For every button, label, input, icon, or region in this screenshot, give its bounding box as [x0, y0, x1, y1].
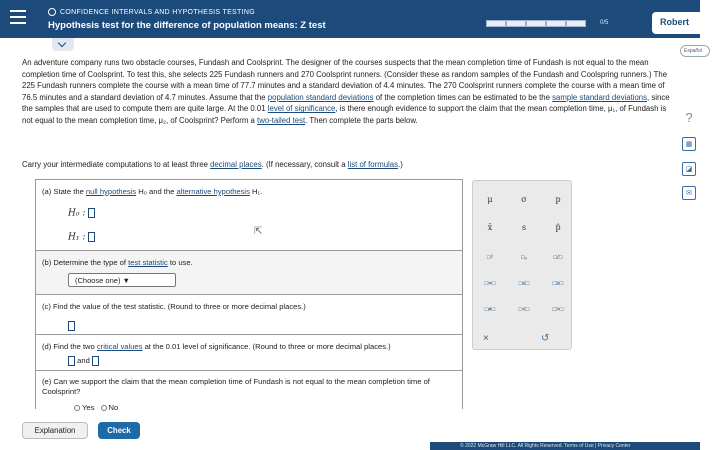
- not-equal-button[interactable]: □≠□: [484, 307, 496, 313]
- espanol-toggle[interactable]: Español: [680, 45, 710, 57]
- topic-circle-icon: [48, 8, 56, 16]
- reset-icon[interactable]: ↺: [541, 333, 550, 344]
- question-box: [35, 179, 463, 412]
- h1-label: H₁ :: [68, 232, 86, 243]
- link-null-hypothesis[interactable]: null hypothesis: [85, 187, 137, 196]
- h0-label: H₀ :: [68, 208, 86, 219]
- h0-input[interactable]: [88, 208, 95, 218]
- part-a-text: H₁.: [249, 187, 263, 196]
- part-a-prompt: [42, 187, 262, 196]
- part-d-prompt: [42, 342, 391, 351]
- part-d-text: at the 0.01 level of significance. (Round to three or more decimal places.): [142, 342, 391, 351]
- yes-label: Yes: [82, 403, 95, 412]
- carry-text: . (If necessary, consult a: [261, 160, 348, 169]
- part-b: [36, 251, 462, 295]
- problem-text: An adventure company runs two obstacle courses, Fundash and Coolsprint. The designer of the courses suspects that the mean completion time of Fundash is not equal to the mean completion time of Coolsprint. To test this, she selects 225 Fundash runners and 270 Coolsprint runners. (Consider these as random samples of the Fundash and Coolspring runners.) The 225 Fundash runners complete the course with a mean time of 77.7 minutes and a standard deviation of 4.4 minutes. The 270 Coolsprint runners complete the course with a mean time of 76.5 minutes and a standard deviation of 4.7 minutes. Assume that the: [22, 58, 668, 102]
- footer: © 2022 McGraw Hill LLC. All Rights Reserved. Terms of Use | Privacy Center: [430, 442, 700, 450]
- topic-label: CONFIDENCE INTERVALS AND HYPOTHESIS TESTING: [60, 8, 255, 16]
- critical-value-1-input[interactable]: [68, 356, 75, 366]
- link-two-tailed-test[interactable]: two-tailed test: [257, 115, 306, 125]
- ebook-icon[interactable]: ◪: [682, 162, 696, 176]
- check-button[interactable]: Check: [98, 422, 140, 439]
- xbar-symbol-button[interactable]: x̄: [487, 223, 493, 232]
- part-d-text: (d) Find the two: [42, 342, 97, 351]
- carry-instruction: [22, 160, 403, 169]
- progress-label: 0/5: [600, 20, 609, 26]
- calculator-icon[interactable]: ▦: [682, 137, 696, 151]
- progress-bar: [486, 20, 586, 27]
- no-label: No: [108, 403, 119, 412]
- and-label: and: [77, 356, 90, 365]
- progress-segment: [566, 20, 586, 27]
- greater-than-button[interactable]: □>□: [552, 307, 564, 313]
- h0-row: [68, 208, 95, 219]
- link-population-standard-deviations[interactable]: population standard deviations: [267, 92, 374, 102]
- part-d: [36, 335, 462, 371]
- problem-statement: [22, 57, 674, 127]
- symbol-palette: [472, 180, 572, 350]
- less-equal-button[interactable]: □≤□: [518, 281, 530, 287]
- collapse-chevron-icon[interactable]: [52, 38, 74, 51]
- problem-text: , is there enough evidence to support the claim that the mean completion time, μ₁, of Fundash is not equal to the mean completion time, μ₂, of Coolsprint? Perform a: [22, 104, 667, 125]
- fraction-button[interactable]: □/□: [553, 255, 563, 261]
- part-a: [36, 180, 462, 251]
- link-critical-values[interactable]: critical values: [96, 342, 143, 351]
- link-decimal-places[interactable]: decimal places: [210, 160, 262, 169]
- link-alternative-hypothesis[interactable]: alternative hypothesis: [176, 187, 250, 196]
- test-statistic-select[interactable]: [68, 273, 176, 287]
- p-symbol-button[interactable]: p: [555, 195, 561, 204]
- link-test-statistic[interactable]: test statistic: [128, 258, 168, 267]
- h1-input[interactable]: [88, 232, 95, 242]
- part-c: [36, 295, 462, 335]
- link-level-of-significance[interactable]: level of significance: [267, 104, 336, 114]
- s-symbol-button[interactable]: s: [521, 223, 527, 232]
- topic-row: [48, 8, 255, 16]
- carry-text: .): [398, 160, 403, 169]
- close-icon[interactable]: ×: [483, 333, 489, 344]
- part-b-prompt: [42, 258, 193, 267]
- dropdown-arrow-icon: ▼: [122, 276, 130, 285]
- greater-equal-button[interactable]: □≥□: [552, 281, 564, 287]
- menu-icon[interactable]: [10, 10, 26, 26]
- part-a-text: H₀ and the: [136, 187, 177, 196]
- critical-values-row: [68, 356, 99, 366]
- part-c-prompt: (c) Find the value of the test statistic. (Round to three or more decimal places.): [42, 302, 306, 311]
- progress-segment: [546, 20, 566, 27]
- no-radio[interactable]: [101, 405, 107, 411]
- mu-symbol-button[interactable]: μ: [487, 195, 493, 204]
- progress-segment: [526, 20, 546, 27]
- h1-row: [68, 232, 95, 243]
- select-value: (Choose one): [75, 276, 121, 285]
- part-b-text: to use.: [167, 258, 193, 267]
- top-header: [0, 0, 700, 38]
- mail-icon[interactable]: ✉: [682, 186, 696, 200]
- link-sample-standard-deviations[interactable]: sample standard deviations: [552, 92, 648, 102]
- part-b-text: (b) Determine the type of: [42, 258, 129, 267]
- part-e: [36, 371, 462, 410]
- yes-no-row: [74, 403, 118, 412]
- less-than-button[interactable]: □<□: [518, 307, 530, 313]
- mouse-cursor-icon: ⇱: [254, 226, 263, 237]
- progress-segment: [506, 20, 526, 27]
- test-statistic-input-wrap: [68, 317, 75, 335]
- carry-text: Carry your intermediate computations to at least three: [22, 160, 211, 169]
- part-e-prompt: (e) Can we support the claim that the mean completion time of Fundash is not equal to the mean completion time of Coolsprint?: [42, 377, 430, 396]
- explanation-button[interactable]: Explanation: [22, 422, 88, 439]
- phat-symbol-button[interactable]: p̂: [555, 223, 561, 232]
- yes-radio[interactable]: [74, 405, 80, 411]
- page-title: Hypothesis test for the difference of population means: Z test: [48, 20, 326, 31]
- square-button[interactable]: □²: [487, 255, 493, 261]
- part-a-text: (a) State the: [42, 187, 86, 196]
- equal-button[interactable]: □=□: [484, 281, 496, 287]
- problem-text: of the completion times can be estimated to be the: [373, 92, 553, 102]
- test-statistic-input[interactable]: [68, 321, 75, 331]
- progress-segment: [486, 20, 506, 27]
- critical-value-2-input[interactable]: [92, 356, 99, 366]
- problem-text: , since the samples that are used to compute them are quite large. At the 0.01: [22, 92, 670, 114]
- sigma-symbol-button[interactable]: σ: [521, 195, 527, 204]
- help-icon[interactable]: ?: [685, 110, 693, 125]
- subscript-button[interactable]: □₀: [520, 255, 528, 261]
- link-list-of-formulas[interactable]: list of formulas: [347, 160, 399, 169]
- user-menu-button[interactable]: Robert: [652, 12, 712, 34]
- problem-text: . Then complete the parts below.: [305, 115, 418, 125]
